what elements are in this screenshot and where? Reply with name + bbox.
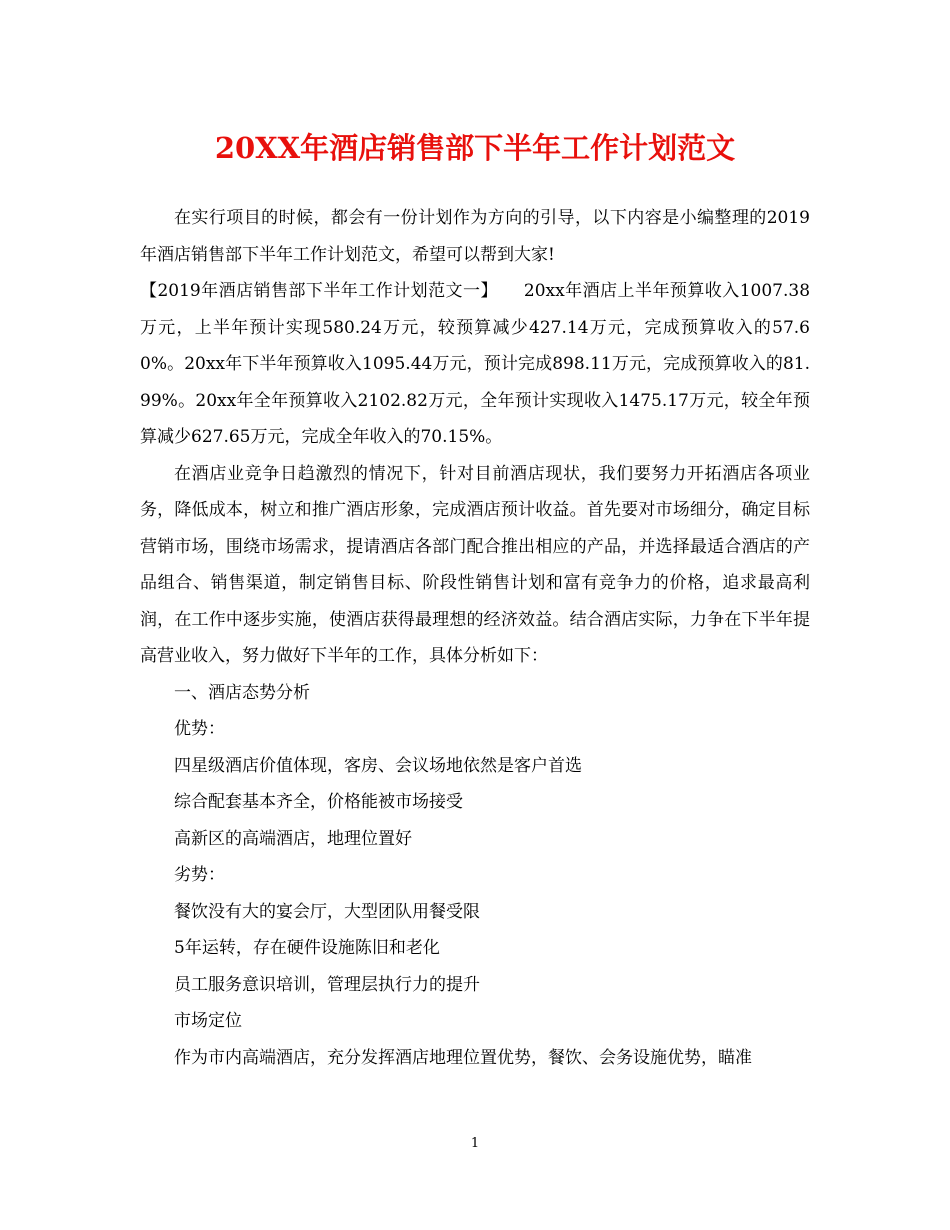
strength-item: 综合配套基本齐全，价格能被市场接受 [174, 792, 463, 812]
document-body [140, 200, 810, 1076]
analysis-heading: 一、酒店态势分析 [174, 682, 310, 703]
strength-item: 四星级酒店价值体现，客房、会议场地依然是客户首选 [174, 755, 582, 776]
weakness-item: 餐饮没有大的宴会厅，大型团队用餐受限 [174, 901, 480, 922]
weakness-item: 5年运转，存在硬件设施陈旧和老化 [174, 938, 440, 958]
budget-paragraph: 20xx年酒店上半年预算收入1007.38万元，上半年预计实现580.24万元，较预算减少427.14万元，完成预算收入的57.60%。20xx年下半年预算收入1095.44万元，预计完成898.11万元，完成预算收入的81.99%。20xx年全年预算收入2102.82万元，全年预计实现收入1475.17万元，较全年预算减少627.65万元，完成全年收入的70.15%。 [140, 281, 811, 447]
section-heading: 【2019年酒店销售部下半年工作计划范文一】 [140, 281, 498, 301]
strengths-label: 优势： [174, 719, 225, 739]
document-title: 20XX年酒店销售部下半年工作计划范文 [214, 131, 736, 165]
positioning-label: 市场定位 [174, 1011, 242, 1031]
positioning-paragraph: 作为市内高端酒店，充分发挥酒店地理位置优势，餐饮、会务设施优势，瞄准 [174, 1047, 752, 1068]
intro-paragraph: 在实行项目的时候，都会有一份计划作为方向的引导，以下内容是小编整理的2019年酒店销售部下半年工作计划范文，希望可以帮到大家! [140, 208, 810, 265]
competition-paragraph: 在酒店业竞争日趋激烈的情况下，针对目前酒店现状，我们要努力开拓酒店各项业务，降低成本，树立和推广酒店形象，完成酒店预计收益。首先要对市场细分，确定目标营销市场，围绕市场需求，提请酒店各部门配合推出相应的产品，并选择最适合酒店的产品组合、销售渠道，制定销售目标、阶段性销售计划和富有竞争力的价格，追求最高利润，在工作中逐步实施，使酒店获得最理想的经济效益。结合酒店实际，力争在下半年提高营业收入，努力做好下半年的工作，具体分析如下： [140, 463, 810, 666]
strength-item: 高新区的高端酒店，地理位置好 [174, 828, 412, 849]
page-number: 1 [470, 1136, 480, 1151]
weakness-item: 员工服务意识培训，管理层执行力的提升 [174, 974, 480, 995]
section-paragraph [140, 273, 810, 456]
weaknesses-label: 劣势： [174, 865, 225, 885]
